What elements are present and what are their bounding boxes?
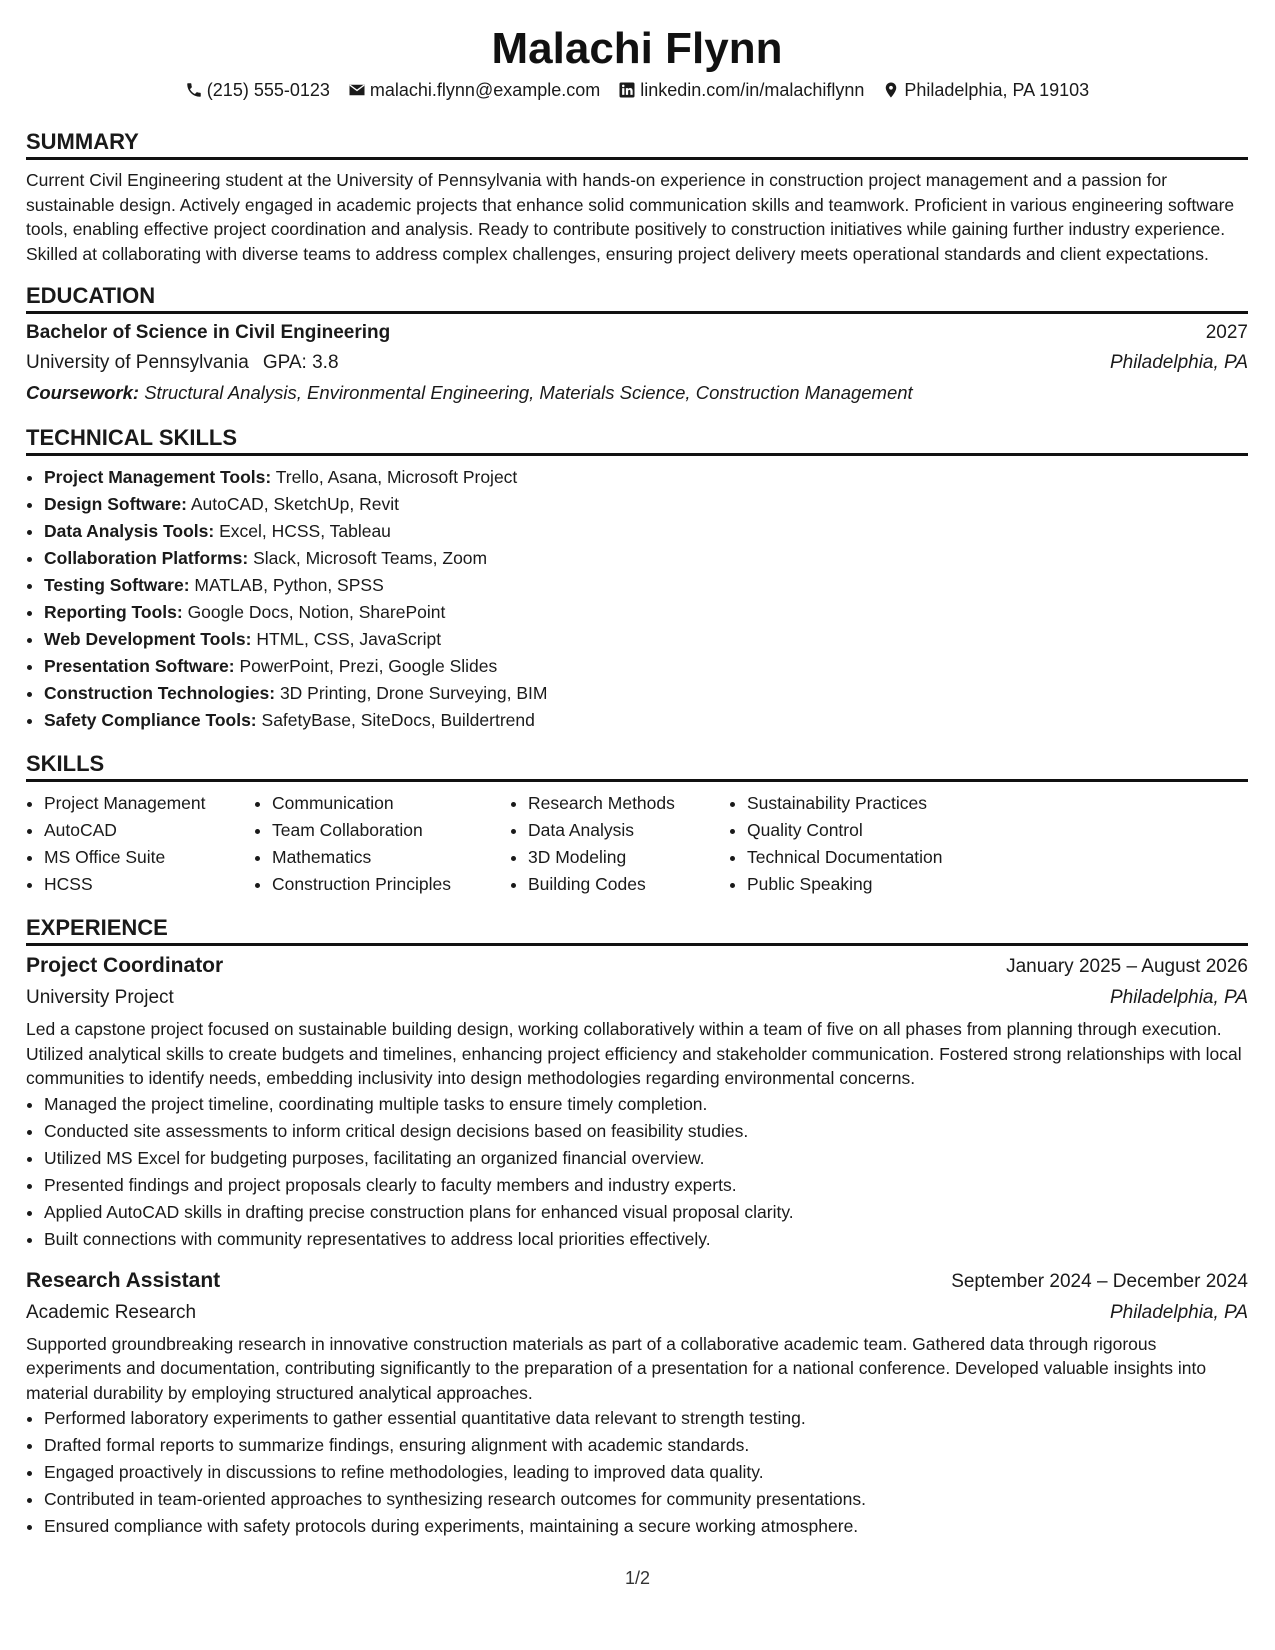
school-line bbox=[26, 348, 339, 378]
job-description: Supported groundbreaking research in innovative construction materials as part of a collaborative academic team. Gathered data through rigorous experiments and documentation, contributing significantly to the preparation of a presentation for a national conference. Developed valuable insights into material durability by employing structured analytical approaches. bbox=[26, 1333, 1207, 1403]
list-item: • Technical Documentation bbox=[747, 844, 1007, 871]
list-item: • Performed laboratory experiments to gather essential quantitative data relevant to strength testing. bbox=[44, 1405, 1248, 1432]
list-item: • Engaged proactively in discussions to refine methodologies, leading to improved data quality. bbox=[44, 1459, 1248, 1486]
list-item: • Contributed in team-oriented approaches to synthesizing research outcomes for community presentations. bbox=[44, 1486, 1248, 1513]
list-item: • Drafted formal reports to summarize findings, ensuring alignment with academic standards. bbox=[44, 1432, 1248, 1459]
job-dates: January 2025 – August 2026 bbox=[1006, 956, 1248, 977]
education-section bbox=[26, 282, 1248, 408]
job-bullets bbox=[26, 1405, 1248, 1540]
list-item: • MS Office Suite bbox=[44, 844, 254, 871]
graduation-year: 2027 bbox=[1205, 322, 1248, 343]
job-header bbox=[26, 950, 1248, 983]
education-row-2 bbox=[26, 348, 1248, 378]
linkedin-text[interactable]: linkedin.com/in/malachiflynn bbox=[640, 80, 865, 100]
skill-values: AutoCAD, SketchUp, Revit bbox=[190, 494, 399, 514]
envelope-icon bbox=[348, 81, 366, 99]
experience-section bbox=[26, 914, 1248, 1540]
list-item: • Utilized MS Excel for budgeting purposes, facilitating an organized financial overview. bbox=[44, 1145, 1248, 1172]
school-name: University of Pennsylvania bbox=[26, 352, 249, 373]
list-item bbox=[44, 680, 1248, 707]
section-title: EXPERIENCE bbox=[26, 914, 1248, 946]
list-item: • HCSS bbox=[44, 871, 254, 898]
job-org: University Project bbox=[26, 987, 174, 1008]
skills-column bbox=[254, 790, 510, 898]
skill-category: Web Development Tools: bbox=[44, 629, 252, 649]
contact-bar bbox=[26, 78, 1248, 102]
list-item: • Applied AutoCAD skills in drafting precise construction plans for enhanced visual proposal clarity. bbox=[44, 1199, 1248, 1226]
location-text: Philadelphia, PA 19103 bbox=[904, 80, 1090, 100]
skill-values: HTML, CSS, JavaScript bbox=[256, 629, 442, 649]
skill-category: Construction Technologies: bbox=[44, 683, 276, 703]
list-item bbox=[44, 491, 1248, 518]
list-item: • Built connections with community representatives to address local priorities effectively. bbox=[44, 1226, 1248, 1253]
skill-values: Google Docs, Notion, SharePoint bbox=[187, 602, 446, 622]
list-item: • Construction Principles bbox=[272, 871, 510, 898]
map-pin-icon bbox=[882, 81, 900, 99]
job-title: Research Assistant bbox=[26, 1268, 221, 1292]
job-title: Project Coordinator bbox=[26, 954, 224, 977]
degree-title: Bachelor of Science in Civil Engineering bbox=[26, 322, 391, 343]
job-location: Philadelphia, PA bbox=[1109, 1301, 1248, 1323]
list-item: • Research Methods bbox=[528, 790, 729, 817]
experience-entry bbox=[26, 950, 1248, 1253]
contact-location bbox=[882, 78, 1089, 102]
skills-section bbox=[26, 750, 1248, 898]
coursework-label: Coursework: bbox=[26, 382, 140, 403]
job-bullets bbox=[26, 1091, 1248, 1253]
job-dates: September 2024 – December 2024 bbox=[951, 1270, 1248, 1292]
job-header bbox=[26, 1265, 1248, 1298]
skill-values: MATLAB, Python, SPSS bbox=[194, 575, 384, 595]
skill-category: Project Management Tools: bbox=[44, 467, 272, 487]
list-item: • Sustainability Practices bbox=[747, 790, 1007, 817]
skill-category: Collaboration Platforms: bbox=[44, 548, 249, 568]
list-item bbox=[44, 653, 1248, 680]
list-item bbox=[44, 545, 1248, 572]
section-title: SUMMARY bbox=[26, 128, 1248, 160]
summary-text: Current Civil Engineering student at the University of Pennsylvania with hands-on experience in construction project management and a passion for sustainable design. Actively engaged in academic projects that enhance solid communication skills and teamwork. Proficient in various engineering software tools, enabling effective project coordination and analysis. Ready to contribute positively to construction initiatives while gaining further industry experience. Skilled at collaborating with diverse teams to address complex challenges, ensuring project delivery meets operational standards and client expectations. bbox=[26, 170, 1235, 264]
skills-column bbox=[729, 790, 1007, 898]
coursework-line bbox=[26, 378, 1248, 408]
list-item: • Presented findings and project proposals clearly to faculty members and industry experts. bbox=[44, 1172, 1248, 1199]
list-item: • Quality Control bbox=[747, 817, 1007, 844]
list-item: • 3D Modeling bbox=[528, 844, 729, 871]
skill-values: SafetyBase, SiteDocs, Buildertrend bbox=[261, 710, 535, 730]
skills-column bbox=[510, 790, 729, 898]
list-item bbox=[44, 599, 1248, 626]
skill-category: Testing Software: bbox=[44, 575, 190, 595]
skill-values: Slack, Microsoft Teams, Zoom bbox=[253, 548, 488, 568]
skill-values: 3D Printing, Drone Surveying, BIM bbox=[279, 683, 548, 703]
list-item bbox=[44, 464, 1248, 491]
section-title: EDUCATION bbox=[26, 282, 1248, 314]
experience-entry bbox=[26, 1265, 1248, 1541]
contact-email[interactable] bbox=[348, 78, 600, 102]
list-item bbox=[44, 518, 1248, 545]
technical-skills-section bbox=[26, 424, 1248, 734]
list-item: • Ensured compliance with safety protocols during experiments, maintaining a secure working atmosphere. bbox=[44, 1513, 1248, 1540]
list-item: • Project Management bbox=[44, 790, 254, 817]
resume-name: Malachi Flynn bbox=[491, 24, 783, 73]
list-item bbox=[44, 626, 1248, 653]
skill-category: Safety Compliance Tools: bbox=[44, 710, 257, 730]
coursework-list: Structural Analysis, Environmental Engineering, Materials Science, Construction Management bbox=[144, 382, 913, 403]
list-item bbox=[44, 572, 1248, 599]
email-text[interactable]: malachi.flynn@example.com bbox=[369, 80, 601, 100]
skill-category: Data Analysis Tools: bbox=[44, 521, 215, 541]
skill-category: Design Software: bbox=[44, 494, 187, 514]
skill-category: Reporting Tools: bbox=[44, 602, 183, 622]
list-item: • AutoCAD bbox=[44, 817, 254, 844]
contact-linkedin[interactable] bbox=[618, 78, 864, 102]
skill-category: Presentation Software: bbox=[44, 656, 235, 676]
list-item: • Public Speaking bbox=[747, 871, 1007, 898]
list-item: • Conducted site assessments to inform critical design decisions based on feasibility studies. bbox=[44, 1118, 1248, 1145]
list-item: • Building Codes bbox=[528, 871, 729, 898]
summary-section bbox=[26, 128, 1248, 266]
technical-skills-list bbox=[26, 464, 1248, 734]
job-location: Philadelphia, PA bbox=[1109, 987, 1248, 1008]
job-subheader bbox=[26, 1298, 1248, 1328]
education-row-1 bbox=[26, 318, 1248, 348]
school-location: Philadelphia, PA bbox=[1109, 352, 1248, 373]
phone-text: (215) 555-0123 bbox=[206, 80, 330, 100]
list-item: • Communication bbox=[272, 790, 510, 817]
skills-grid bbox=[26, 790, 1248, 898]
linkedin-icon bbox=[618, 81, 636, 99]
phone-icon bbox=[185, 81, 203, 99]
section-title: SKILLS bbox=[26, 750, 1248, 782]
job-description: Led a capstone project focused on sustainable building design, working collaboratively within a team of five on all phases from planning through execution. Utilized analytical skills to create budgets and timelines, enhancing project efficiency and stakeholder communication. Fostered strong relationships with local communities to identify needs, embedding inclusivity into design methodologies regarding environmental concerns. bbox=[26, 1019, 1242, 1088]
list-item: • Managed the project timeline, coordinating multiple tasks to ensure timely completion. bbox=[44, 1091, 1248, 1118]
list-item: • Team Collaboration bbox=[272, 817, 510, 844]
list-item: • Mathematics bbox=[272, 844, 510, 871]
page-number: 1/2 bbox=[624, 1568, 651, 1588]
gpa: GPA: 3.8 bbox=[262, 352, 339, 373]
list-item bbox=[44, 707, 1248, 734]
skill-values: Excel, HCSS, Tableau bbox=[219, 521, 391, 541]
contact-phone bbox=[185, 78, 330, 102]
skills-column bbox=[26, 790, 254, 898]
job-subheader bbox=[26, 983, 1248, 1013]
job-org: Academic Research bbox=[26, 1301, 197, 1323]
section-title: TECHNICAL SKILLS bbox=[26, 424, 1248, 456]
resume-page bbox=[26, 0, 1248, 1544]
list-item: • Data Analysis bbox=[528, 817, 729, 844]
skill-values: PowerPoint, Prezi, Google Slides bbox=[239, 656, 498, 676]
skill-values: Trello, Asana, Microsoft Project bbox=[275, 467, 518, 487]
